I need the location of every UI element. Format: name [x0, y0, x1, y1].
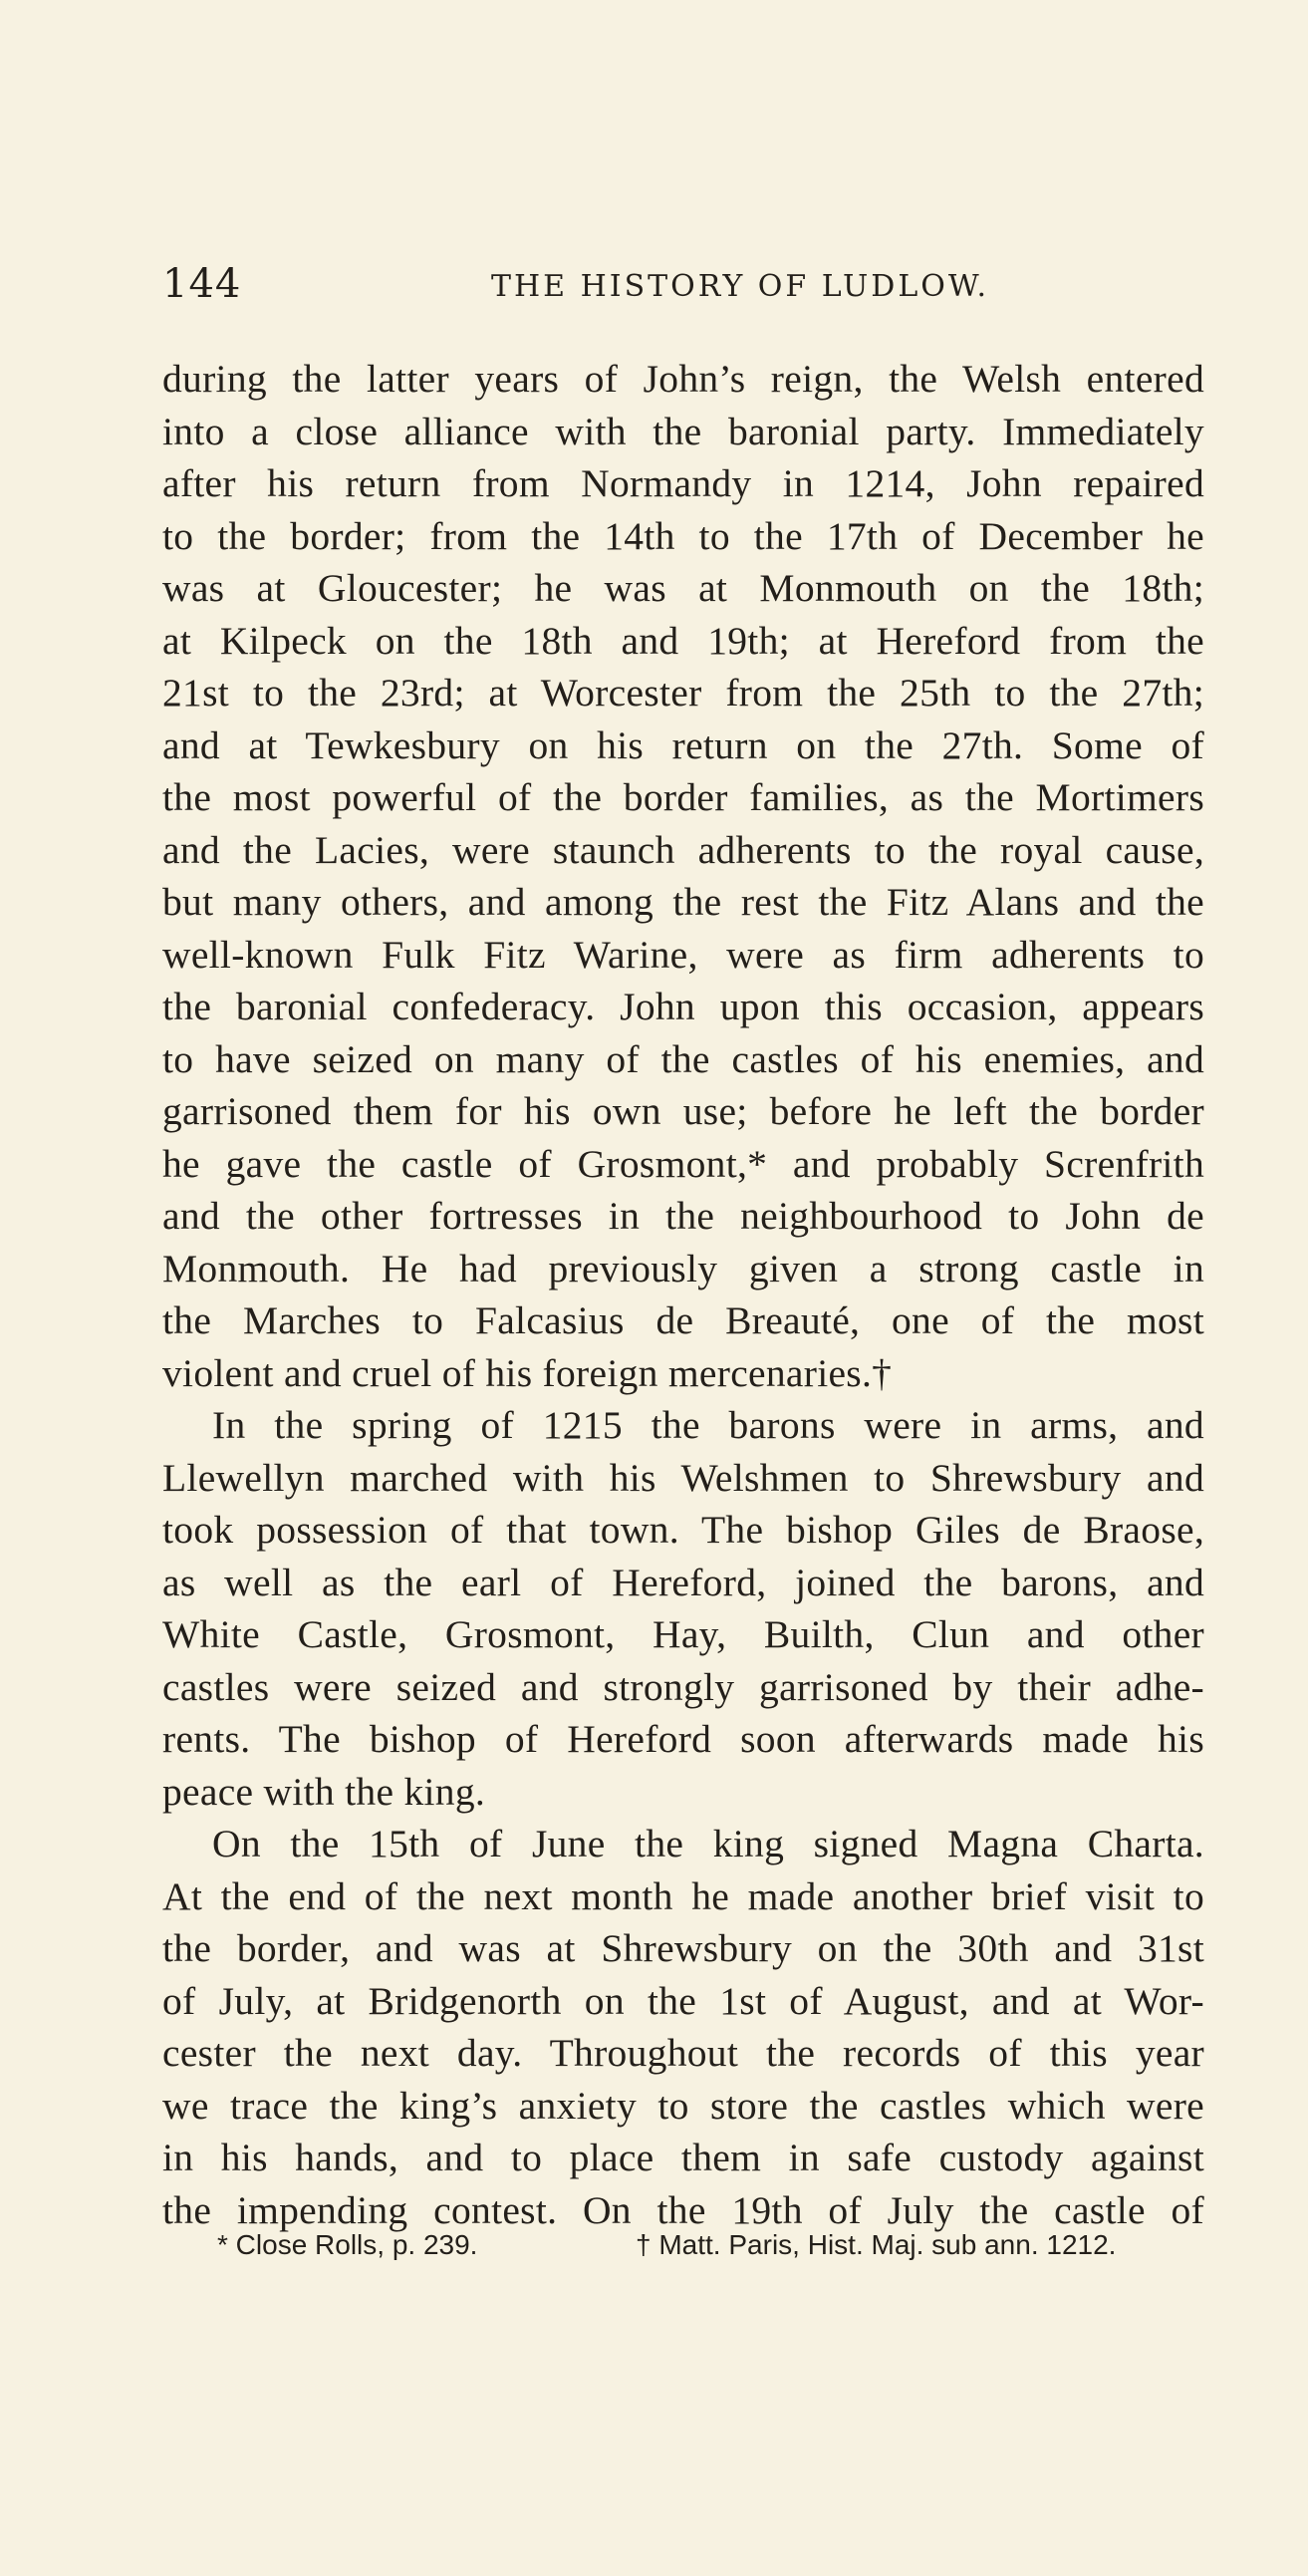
text-line: peace with the king.	[162, 1769, 486, 1814]
text-line: rents. The bishop of Hereford soon afterwards made his	[162, 1717, 1204, 1761]
footnote: † Matt. Paris, Hist. Maj. sub ann. 1212.	[636, 2229, 1117, 2260]
footnotes	[217, 2229, 1213, 2269]
text-line: during the latter years of John’s reign, the Welsh entered	[162, 357, 1204, 401]
running-head: THE HISTORY OF LUDLOW.	[491, 269, 989, 304]
text-line: and the Lacies, were staunch adherents to the royal cause,	[162, 827, 1204, 872]
text-line: violent and cruel of his foreign mercenaries.†	[162, 1350, 893, 1395]
text-line: but many others, and among the rest the Fitz Alans and the	[162, 880, 1204, 924]
text-line: garrisoned them for his own use; before he left the border	[162, 1089, 1204, 1133]
text-line: in his hands, and to place them in safe custody against	[162, 2136, 1204, 2179]
text-line: he gave the castle of Grosmont,* and probably Screnfrith	[162, 1141, 1204, 1186]
text-line: we trace the king’s anxiety to store the castles which were	[162, 2083, 1204, 2128]
text-line: cester the next day. Throughout the records of this year	[162, 2031, 1204, 2075]
text-line: the border, and was at Shrewsbury on the 30th and 31st	[162, 1926, 1204, 1970]
text-line: into a close alliance with the baronial party. Immediately	[162, 409, 1204, 453]
text-line: Monmouth. He had previously given a strong castle in	[162, 1246, 1204, 1290]
page-number: 144	[162, 261, 242, 307]
text-line: castles were seized and strongly garrisoned by their adhe-	[162, 1664, 1204, 1709]
body-text	[162, 353, 1248, 2236]
text-line: of July, at Bridgenorth on the 1st of August, and at Wor-	[162, 1978, 1204, 2023]
text-line: and the other fortresses in the neighbourhood to John de	[162, 1194, 1204, 1238]
text-line: the Marches to Falcasius de Breauté, one of the most	[162, 1298, 1204, 1342]
text-line: the most powerful of the border families, as the Mortimers	[162, 775, 1204, 819]
text-line: White Castle, Grosmont, Hay, Builth, Clun and other	[162, 1612, 1204, 1656]
text-line: At the end of the next month he made another brief visit to	[162, 1873, 1204, 1918]
text-line: after his return from Normandy in 1214, John repaired	[162, 461, 1204, 505]
text-line: took possession of that town. The bishop Giles de Braose,	[162, 1508, 1204, 1552]
text-line: to the border; from the 14th to the 17th of December he	[162, 513, 1204, 558]
text-line: at Kilpeck on the 18th and 19th; at Hereford from the	[162, 618, 1204, 663]
text-line: and at Tewkesbury on his return on the 27th. Some of	[162, 722, 1204, 767]
text-line: Llewellyn marched with his Welshmen to Shrewsbury and	[162, 1455, 1204, 1500]
text-line: to have seized on many of the castles of his enemies, and	[162, 1036, 1204, 1081]
page-header	[162, 261, 1144, 311]
footnote: * Close Rolls, p. 239.	[217, 2229, 478, 2260]
text-line: 21st to the 23rd; at Worcester from the 25th to the 27th;	[162, 671, 1204, 715]
text-line: In the spring of 1215 the barons were in arms, and	[212, 1403, 1204, 1447]
text-line: On the 15th of June the king signed Magna Charta.	[212, 1822, 1204, 1865]
text-line: well-known Fulk Fitz Warine, were as firm adherents to	[162, 932, 1204, 977]
text-line: as well as the earl of Hereford, joined the barons, and	[162, 1560, 1204, 1604]
text-line: the baronial confederacy. John upon this occasion, appears	[162, 985, 1204, 1028]
text-line: was at Gloucester; he was at Monmouth on the 18th;	[162, 566, 1204, 610]
text-line: the impending contest. On the 19th of July the castle of	[162, 2187, 1204, 2232]
